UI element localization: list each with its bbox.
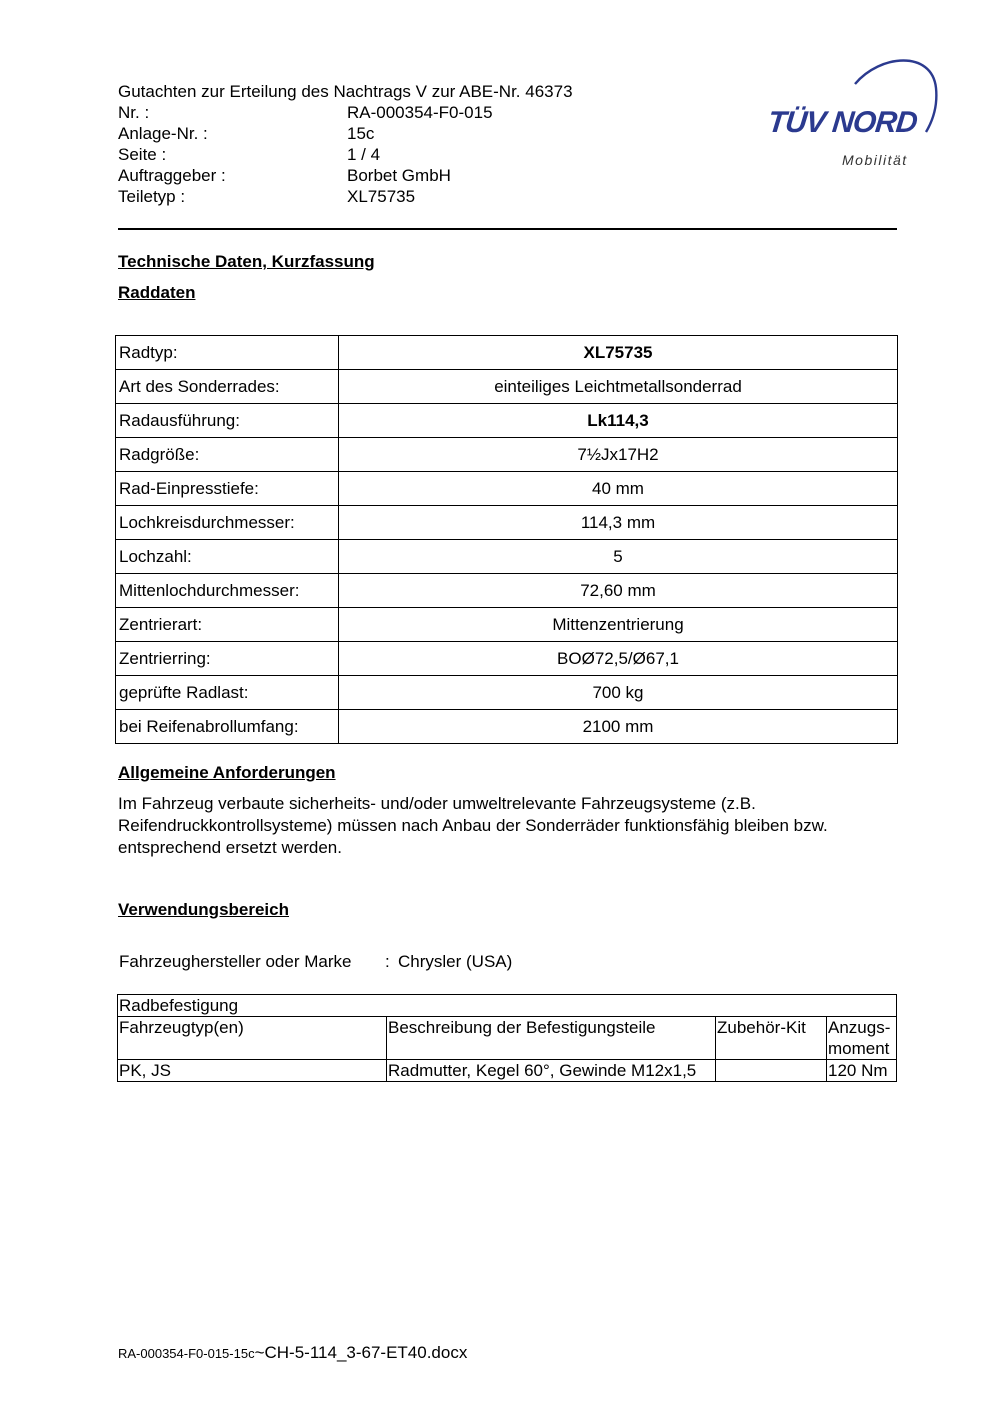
header-label: Nr. :: [118, 103, 150, 122]
header-zubehoer-kit: Zubehör-Kit: [716, 1017, 827, 1060]
header-anzugsmoment-line2: moment: [828, 1039, 890, 1058]
document-title: Gutachten zur Erteilung des Nachtrags V zur ABE-Nr. 46373: [118, 82, 573, 101]
header-value: XL75735: [347, 187, 416, 206]
cell-beschreibung: Radmutter, Kegel 60°, Gewinde M12x1,5: [387, 1060, 716, 1082]
header-value: Borbet GmbH: [347, 166, 451, 185]
header-value: 1 / 4: [347, 145, 381, 164]
cell-fahrzeugtyp: PK, JS: [118, 1060, 387, 1082]
table-row: [118, 1060, 897, 1082]
header-anzugsmoment-line1: Anzugs-: [828, 1018, 891, 1037]
header-value: 15c: [347, 124, 375, 143]
header-beschreibung: Beschreibung der Befestigungsteile: [387, 1017, 716, 1060]
row-value: BOØ72,5/Ø67,1: [339, 642, 898, 676]
header-row-nr: [0, 102, 700, 123]
footer-filename: [118, 1343, 467, 1363]
cell-zubehoer-kit: [716, 1060, 827, 1082]
header-row-anlage: [0, 123, 700, 144]
row-value: 114,3 mm: [339, 506, 898, 540]
section-allgemeine-anforderungen: Allgemeine Anforderungen: [118, 763, 336, 782]
row-label: bei Reifenabrollumfang:: [116, 710, 339, 744]
cell-anzugsmoment: 120 Nm: [827, 1060, 897, 1082]
row-value: 7½Jx17H2: [339, 438, 898, 472]
table-row: [116, 506, 898, 540]
row-label: Radtyp:: [116, 336, 339, 370]
table-row: [116, 642, 898, 676]
row-label: Zentrierart:: [116, 608, 339, 642]
row-value: 5: [339, 540, 898, 574]
section-verwendungsbereich: Verwendungsbereich: [118, 900, 289, 919]
row-value: Lk114,3: [339, 404, 898, 438]
footer-suffix: ~CH-5-114_3-67-ET40.docx: [254, 1343, 468, 1362]
row-value: XL75735: [339, 336, 898, 370]
header-row-teiletyp: [0, 186, 700, 207]
header-divider: [118, 228, 897, 230]
row-label: Lochkreisdurchmesser:: [116, 506, 339, 540]
row-label: Zentrierring:: [116, 642, 339, 676]
row-value: 72,60 mm: [339, 574, 898, 608]
row-label: Art des Sonderrades:: [116, 370, 339, 404]
table-title: Radbefestigung: [118, 995, 897, 1017]
row-value: 2100 mm: [339, 710, 898, 744]
table-row: [116, 336, 898, 370]
section-technische-daten: Technische Daten, Kurzfassung: [118, 252, 375, 271]
marke-label: Fahrzeughersteller oder Marke: [119, 952, 352, 971]
table-title-row: [118, 995, 897, 1017]
header-fahrzeugtyp: Fahrzeugtyp(en): [118, 1017, 387, 1060]
table-row: [116, 472, 898, 506]
footer-prefix: RA-000354-F0-015-15c: [118, 1346, 255, 1361]
marke-value: Chrysler (USA): [398, 952, 513, 971]
table-row: [116, 370, 898, 404]
row-label: Radausführung:: [116, 404, 339, 438]
table-row: [116, 438, 898, 472]
allgemeine-paragraph: Im Fahrzeug verbaute sicherheits- und/oder umweltrelevante Fahrzeugsysteme (z.B. Reifendruckkontrollsysteme) müssen nach Anbau der Sonderräder funktionsfähig bleiben bzw. entsprechend ersetzt werden.: [118, 794, 828, 857]
header-anzugsmoment: [827, 1017, 897, 1060]
table-row: [116, 404, 898, 438]
row-label: Radgröße:: [116, 438, 339, 472]
logo-subtitle: Mobilität: [842, 152, 908, 168]
table-row: [116, 574, 898, 608]
row-value: einteiliges Leichtmetallsonderrad: [339, 370, 898, 404]
header-label: Seite :: [118, 145, 167, 164]
row-value: 700 kg: [339, 676, 898, 710]
table-header-row: [118, 1017, 897, 1060]
header-row-seite: [0, 144, 700, 165]
row-label: geprüfte Radlast:: [116, 676, 339, 710]
row-label: Mittenlochdurchmesser:: [116, 574, 339, 608]
header-value: RA-000354-F0-015: [347, 103, 493, 122]
marke-separator: :: [385, 952, 390, 971]
logo-wordmark: TÜV NORD: [766, 106, 919, 139]
header-label: Teiletyp :: [118, 187, 186, 206]
raddaten-table: [115, 335, 898, 744]
befestigung-table: [117, 994, 897, 1082]
header-row-auftraggeber: [0, 165, 700, 186]
row-value: Mittenzentrierung: [339, 608, 898, 642]
table-row: [116, 540, 898, 574]
table-row: [116, 676, 898, 710]
table-row: [116, 710, 898, 744]
row-label: Rad-Einpresstiefe:: [116, 472, 339, 506]
row-label: Lochzahl:: [116, 540, 339, 574]
header-label: Anlage-Nr. :: [118, 124, 208, 143]
row-value: 40 mm: [339, 472, 898, 506]
header-label: Auftraggeber :: [118, 166, 226, 185]
section-raddaten: Raddaten: [118, 283, 196, 302]
table-row: [116, 608, 898, 642]
